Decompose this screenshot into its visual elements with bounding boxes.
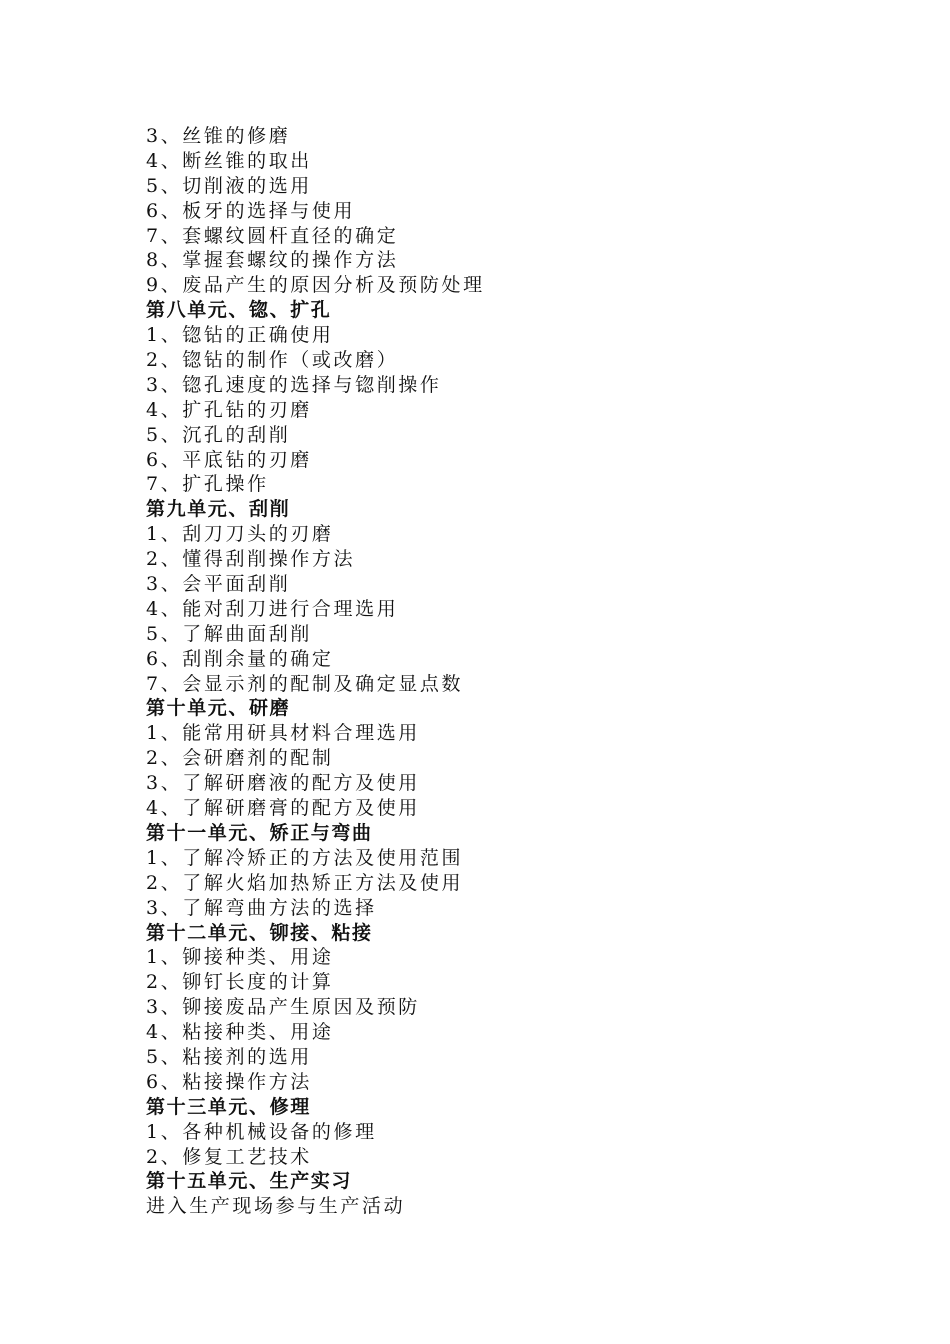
section-heading: 第十单元、研磨 xyxy=(146,697,291,720)
section-heading: 第十五单元、生产实习 xyxy=(146,1170,353,1193)
list-item: 6、板牙的选择与使用 xyxy=(146,199,356,222)
document-body xyxy=(146,124,906,1219)
list-item: 进入生产现场参与生产活动 xyxy=(146,1195,406,1218)
list-item: 2、会研磨剂的配制 xyxy=(146,747,334,770)
list-item: 2、铆钉长度的计算 xyxy=(146,971,334,994)
list-item: 6、平底钻的刃磨 xyxy=(146,448,312,471)
list-item: 5、粘接剂的选用 xyxy=(146,1045,312,1068)
list-item: 3、了解研磨液的配方及使用 xyxy=(146,772,420,795)
list-item: 7、扩孔操作 xyxy=(146,473,269,496)
list-item: 1、刮刀刀头的刃磨 xyxy=(146,523,334,546)
list-item: 6、粘接操作方法 xyxy=(146,1070,312,1093)
list-item: 5、切削液的选用 xyxy=(146,174,312,197)
list-item: 1、锪钻的正确使用 xyxy=(146,324,334,347)
list-item: 2、锪钻的制作（或改磨） xyxy=(146,349,399,372)
section-heading: 第八单元、锪、扩孔 xyxy=(146,299,332,322)
list-item: 4、能对刮刀进行合理选用 xyxy=(146,597,399,620)
list-item: 3、丝锥的修磨 xyxy=(146,125,291,147)
list-item: 4、粘接种类、用途 xyxy=(146,1021,334,1044)
list-item: 3、锪孔速度的选择与锪削操作 xyxy=(146,373,442,396)
list-item: 4、扩孔钻的刃磨 xyxy=(146,398,312,421)
list-item: 2、懂得刮削操作方法 xyxy=(146,548,356,571)
section-heading: 第十二单元、铆接、粘接 xyxy=(146,921,373,944)
list-item: 9、废品产生的原因分析及预防处理 xyxy=(146,274,485,297)
list-item: 7、套螺纹圆杆直径的确定 xyxy=(146,224,399,247)
list-item: 1、能常用研具材料合理选用 xyxy=(146,722,420,745)
document-page xyxy=(146,124,906,1219)
list-item: 2、了解火焰加热矫正方法及使用 xyxy=(146,871,464,894)
list-item: 2、修复工艺技术 xyxy=(146,1145,312,1168)
list-item: 5、了解曲面刮削 xyxy=(146,622,312,645)
list-item: 8、掌握套螺纹的操作方法 xyxy=(146,249,399,272)
list-item: 7、会显示剂的配制及确定显点数 xyxy=(146,672,464,695)
list-item: 3、了解弯曲方法的选择 xyxy=(146,896,377,919)
section-heading: 第九单元、刮削 xyxy=(146,498,291,521)
list-item: 1、各种机械设备的修理 xyxy=(146,1120,377,1143)
section-heading: 第十一单元、矫正与弯曲 xyxy=(146,821,373,844)
list-item: 4、断丝锥的取出 xyxy=(146,149,312,172)
list-item: 5、沉孔的刮削 xyxy=(146,423,291,446)
list-item: 3、会平面刮削 xyxy=(146,573,291,596)
section-heading: 第十三单元、修理 xyxy=(146,1095,311,1118)
list-item: 6、刮削余量的确定 xyxy=(146,647,334,670)
list-item: 1、铆接种类、用途 xyxy=(146,946,334,969)
list-item: 1、了解冷矫正的方法及使用范围 xyxy=(146,846,464,869)
list-item: 3、铆接废品产生原因及预防 xyxy=(146,996,420,1019)
list-item: 4、了解研磨膏的配方及使用 xyxy=(146,797,420,820)
